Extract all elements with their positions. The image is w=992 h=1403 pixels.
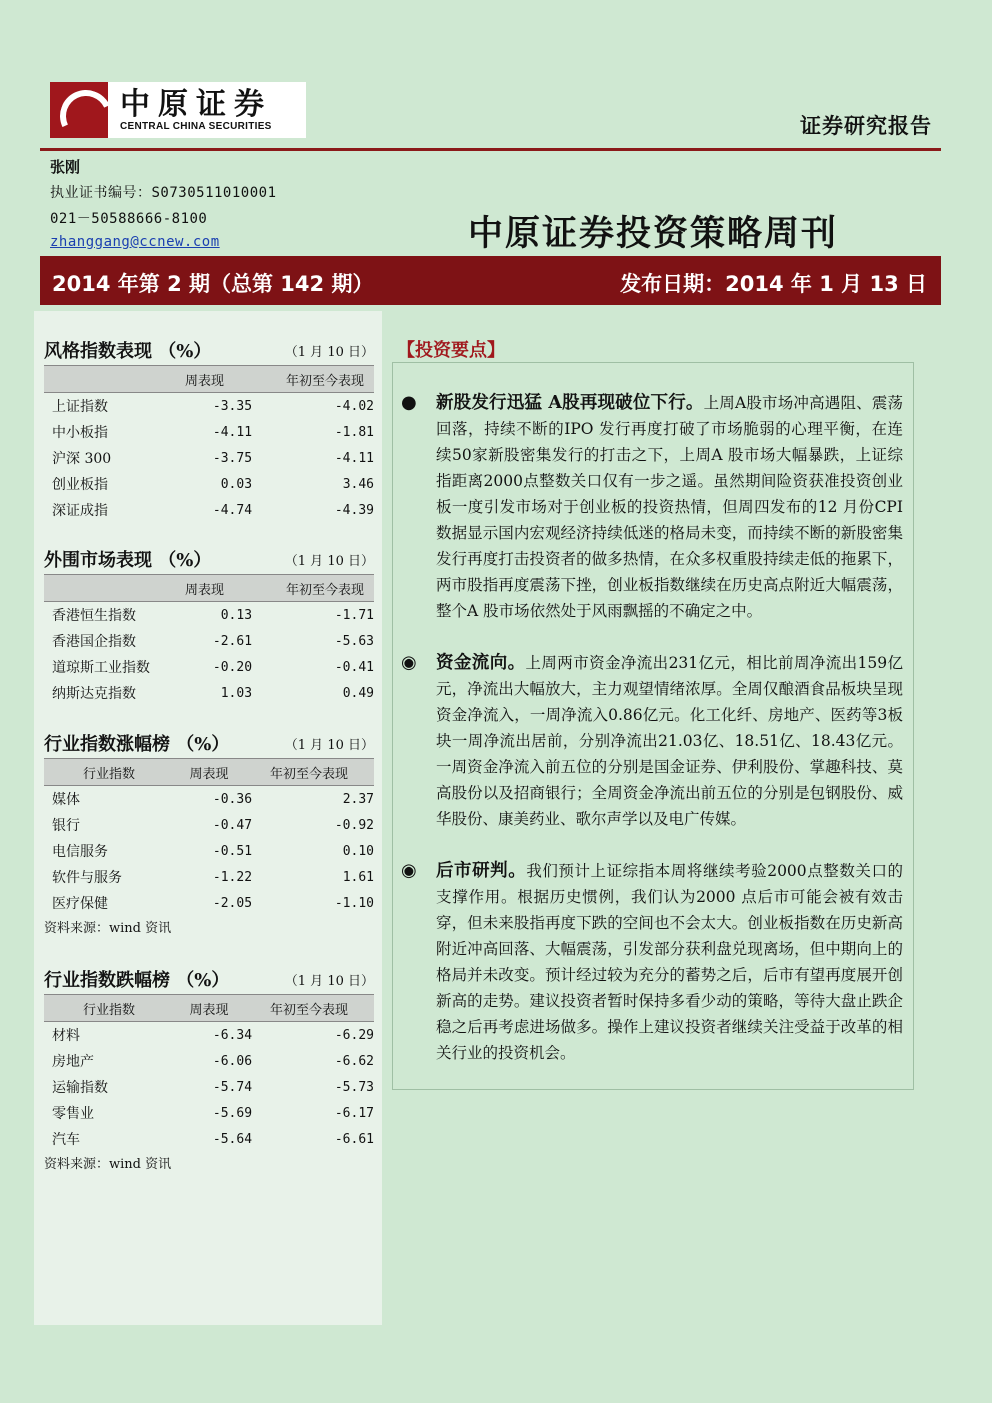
col-ytd: 年初至今表现	[269, 766, 348, 782]
table-row	[44, 602, 374, 628]
row-ytd: -5.73	[334, 1079, 374, 1095]
industry-losers-section	[44, 966, 374, 1178]
row-name: 汽车	[52, 1132, 80, 1148]
row-week: -6.06	[212, 1053, 253, 1069]
style-index-section	[44, 337, 374, 523]
email-link[interactable]: zhanggang@ccnew.com	[50, 234, 220, 250]
key-point-paragraph	[436, 390, 903, 624]
table-row	[44, 812, 374, 838]
row-ytd: -0.92	[334, 817, 374, 833]
row-week: -5.74	[212, 1079, 253, 1095]
table-row	[44, 890, 374, 916]
row-week: -4.74	[212, 502, 253, 518]
row-name: 道琼斯工业指数	[52, 660, 150, 676]
row-week: 0.03	[220, 476, 253, 492]
row-ytd: -5.63	[334, 633, 374, 649]
col-name: 行业指数	[82, 766, 135, 782]
row-name: 软件与服务	[52, 870, 122, 886]
issue-banner	[40, 256, 941, 305]
logo-english-name: CENTRAL CHINA SECURITIES	[120, 120, 272, 132]
section-title: 行业指数跌幅榜 （%）	[44, 970, 230, 991]
row-week: -1.22	[212, 869, 253, 885]
table-row	[44, 654, 374, 680]
key-point-body: 上周A股市场冲高遇阻、震荡回落，持续不断的IPO 发行再度打破了市场脆弱的心理平衡，在连续50家新股密集发行的打击之下，上周A 股市场大幅暴跌，上证综指距离2000点整数关口仅有一步之遥。虽然期间险资获准投资创业板一度引发市场对于创业板的投资热情，但周四发布的12 月份CPI 数据显示国内宏观经济持续低迷的格局未变，而持续不断的新股密集发行再度打击投资者的做多热情，在众多权重股持续走低的拖累下，两市股指再度震荡下挫，创业板指数继续在历史高点附近大幅震荡，整个A 股市场依然处于风雨飘摇的不确定之中。	[436, 394, 904, 620]
bullet-icon: ◉	[401, 860, 417, 881]
section-date: （1 月 10 日）	[284, 738, 374, 753]
section-title: 外围市场表现 （%）	[44, 550, 212, 571]
table-row	[44, 1074, 374, 1100]
col-week: 周表现	[184, 582, 224, 598]
row-ytd: 2.37	[342, 791, 374, 807]
section-title: 行业指数涨幅榜 （%）	[44, 734, 230, 755]
table-row	[44, 419, 374, 445]
row-ytd: -1.10	[334, 895, 374, 911]
row-ytd: -0.41	[334, 659, 374, 675]
row-week: -0.51	[212, 843, 253, 859]
row-name: 创业板指	[52, 477, 108, 493]
author-name: 张刚	[50, 158, 81, 176]
row-ytd: -4.11	[334, 450, 374, 466]
row-ytd: -1.81	[334, 424, 374, 440]
row-name: 电信服务	[52, 844, 108, 860]
row-ytd: 0.49	[342, 685, 374, 701]
section-title: 风格指数表现 （%）	[44, 341, 212, 362]
bullet-icon: ◉	[401, 652, 417, 673]
key-point-paragraph	[436, 650, 903, 832]
row-week: -3.75	[212, 450, 253, 466]
col-ytd: 年初至今表现	[285, 373, 364, 389]
row-week: 1.03	[220, 685, 253, 701]
section-date: （1 月 10 日）	[284, 554, 374, 569]
row-ytd: -6.17	[334, 1105, 374, 1121]
key-point-paragraph	[436, 858, 903, 1066]
col-week: 周表现	[184, 373, 224, 389]
table-header	[44, 365, 374, 393]
key-point-heading: 后市研判。	[436, 861, 527, 881]
table-row	[44, 838, 374, 864]
table-header	[44, 758, 374, 786]
row-week: -5.64	[212, 1131, 253, 1147]
table-row	[44, 497, 374, 523]
table-row	[44, 1100, 374, 1126]
row-week: -2.05	[212, 895, 253, 911]
foreign-market-section	[44, 546, 374, 706]
col-ytd: 年初至今表现	[269, 1002, 348, 1018]
row-ytd: 1.61	[342, 869, 374, 885]
row-week: -0.20	[212, 659, 253, 675]
issue-number: 2014 年第 2 期（总第 142 期）	[52, 272, 374, 296]
row-ytd: -4.02	[334, 398, 374, 414]
data-source: 资料来源：wind 资讯	[44, 1157, 172, 1172]
row-week: 0.13	[220, 607, 253, 623]
row-name: 香港国企指数	[52, 634, 136, 650]
industry-gainers-section	[44, 730, 374, 942]
table-row	[44, 393, 374, 419]
release-date: 发布日期：2014 年 1 月 13 日	[620, 272, 927, 296]
row-name: 纳斯达克指数	[52, 686, 136, 702]
table-row	[44, 628, 374, 654]
row-ytd: -4.39	[334, 502, 374, 518]
table-row	[44, 445, 374, 471]
table-row	[44, 864, 374, 890]
publication-title: 中原证券投资策略周刊	[468, 213, 839, 254]
report-type: 证券研究报告	[800, 113, 932, 138]
table-row	[44, 1022, 374, 1048]
row-name: 中小板指	[52, 425, 108, 441]
header-divider	[40, 148, 941, 151]
section-date: （1 月 10 日）	[284, 974, 374, 989]
col-name: 行业指数	[82, 1002, 135, 1018]
logo-chinese-name: 中原证券	[120, 86, 272, 122]
row-ytd: -6.62	[334, 1053, 374, 1069]
key-point-heading: 新股发行迅猛 A股再现破位下行。	[436, 393, 704, 413]
row-week: -3.35	[212, 398, 253, 414]
row-ytd: -6.29	[334, 1027, 374, 1043]
key-points-title: 【投资要点】	[397, 340, 505, 361]
col-ytd: 年初至今表现	[285, 582, 364, 598]
row-name: 银行	[52, 818, 80, 834]
key-point-body: 我们预计上证综指本周将继续考验2000点整数关口的支撑作用。根据历史惯例，我们认为2000 点后市可能会被有效击穿，但未来股指再度下跌的空间也不会太大。创业板指数在历史新高附近冲高回落、大幅震荡，引发部分获利盘兑现离场，但中期向上的格局并未改变。预计经过较为充分的蓄势之后，后市有望再度展开创新高的走势。建议投资者暂时保持多看少动的策略，等待大盘止跌企稳之后再考虑进场做多。操作上建议投资者继续关注受益于改革的相关行业的投资机会。	[436, 862, 904, 1062]
row-ytd: -6.61	[334, 1131, 374, 1147]
bullet-icon: ●	[401, 392, 417, 413]
row-week: -6.34	[212, 1027, 253, 1043]
table-row	[44, 680, 374, 706]
row-ytd: 0.10	[342, 843, 374, 859]
table-row	[44, 1048, 374, 1074]
table-row	[44, 786, 374, 812]
col-week: 周表现	[189, 766, 229, 782]
key-point-body: 上周两市资金净流出231亿元，相比前周净流出159亿元，净流出大幅放大，主力观望情绪浓厚。全周仅酿酒食品板块呈现资金净流入，一周净流入0.86亿元。化工化纤、房地产、医药等3板块一周净流出居前，分别净流出21.03亿、18.51亿、18.43亿元。一周资金净流入前五位的分别是国金证券、伊利股份、掌趣科技、莫高股份以及招商银行；全周资金净流出前五位的分别是包钢股份、威华股份、康美药业、歌尔声学以及电广传媒。	[436, 654, 904, 828]
company-logo	[50, 82, 306, 138]
row-week: -2.61	[212, 633, 253, 649]
table-header	[44, 994, 374, 1022]
table-header	[44, 574, 374, 602]
data-source: 资料来源：wind 资讯	[44, 921, 172, 936]
row-week: -0.36	[212, 791, 253, 807]
row-name: 深证成指	[52, 503, 108, 519]
row-name: 媒体	[52, 792, 80, 808]
row-week: -4.11	[212, 424, 253, 440]
row-name: 运输指数	[52, 1080, 108, 1096]
row-week: -0.47	[212, 817, 253, 833]
row-name: 房地产	[52, 1054, 94, 1070]
row-ytd: 3.46	[342, 476, 374, 492]
table-row	[44, 471, 374, 497]
market-data-sidebar	[34, 311, 382, 1325]
row-name: 医疗保健	[52, 896, 108, 912]
key-point-heading: 资金流向。	[436, 653, 526, 673]
row-name: 香港恒生指数	[52, 608, 136, 624]
row-ytd: -1.71	[334, 607, 374, 623]
row-name: 上证指数	[52, 399, 108, 415]
logo-emblem-icon	[50, 82, 108, 138]
section-date: （1 月 10 日）	[284, 345, 374, 360]
row-name: 材料	[52, 1028, 80, 1044]
key-points-box	[392, 362, 914, 1090]
row-week: -5.69	[212, 1105, 253, 1121]
phone-number: 021－50588666-8100	[50, 211, 208, 227]
row-name: 沪深 300	[52, 451, 112, 467]
col-week: 周表现	[189, 1002, 229, 1018]
table-row	[44, 1126, 374, 1152]
row-name: 零售业	[52, 1106, 94, 1122]
certificate-number: 执业证书编号：S0730511010001	[50, 185, 277, 201]
